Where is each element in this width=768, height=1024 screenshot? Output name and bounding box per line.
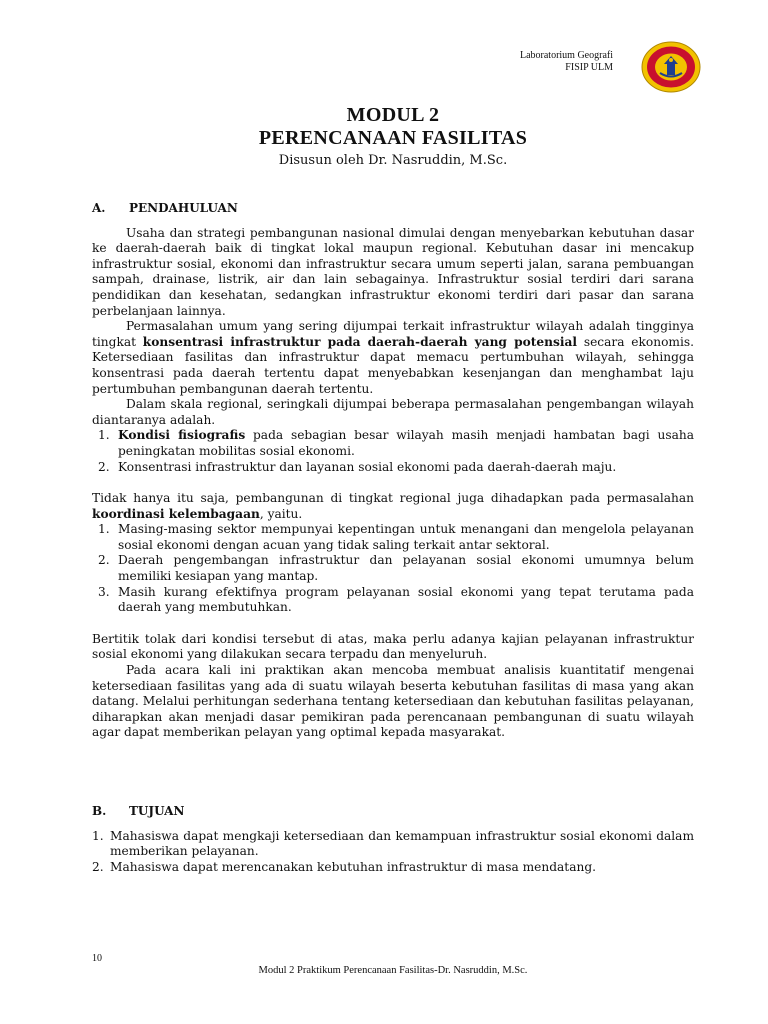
objective-list bbox=[92, 829, 694, 876]
list-item: 1. Masing-masing sektor mempunyai kepentingan untuk menangani dan mengelola pelayanan sosial ekonomi dengan acuan yang tidak saling terkait antar sektoral. bbox=[98, 522, 694, 552]
section-heading bbox=[92, 804, 694, 820]
section-objectives bbox=[92, 804, 694, 875]
coordination-list bbox=[92, 522, 694, 616]
page-header bbox=[520, 50, 613, 74]
lab-name: Laboratorium Geografi bbox=[519, 50, 613, 61]
module-title: PERENCANAAN FASILITAS bbox=[258, 127, 528, 149]
paragraph: Tidak hanya itu saja, pembangunan di tingkat regional juga dihadapkan pada permasalahan koordinasi kelembagaan, yaitu. bbox=[92, 491, 694, 521]
module-number: MODUL 2 bbox=[346, 104, 440, 126]
section-heading bbox=[92, 201, 694, 217]
university-logo bbox=[640, 40, 702, 94]
module-author: Disusun oleh Dr. Nasruddin, M.Sc. bbox=[278, 153, 508, 168]
paragraph: Dalam skala regional, seringkali dijumpai beberapa permasalahan pengembangan wilayah diantaranya adalah. bbox=[92, 397, 694, 427]
section-introduction bbox=[92, 201, 694, 741]
paragraph: Pada acara kali ini praktikan akan mencoba membuat analisis kuantitatif mengenai ketersediaan fasilitas yang ada di suatu wilayah beserta kebutuhan fasilitas di masa yang akan datang. Melalui perhitungan sederhana tentang ketersediaan dan kebutuhan fasilitas pelayanan, diharapkan akan menjadi dasar pemikiran pada perencanaan pembangunan di suatu wilayah agar dapat memberikan pelayan yang optimal kepada masyarakat. bbox=[92, 663, 694, 740]
emphasis-text: konsentrasi infrastruktur pada daerah-daerah yang potensial bbox=[142, 334, 578, 349]
page-number: 10 bbox=[92, 953, 102, 964]
section-number: A. bbox=[92, 201, 106, 215]
list-item: 1. Mahasiswa dapat mengkaji ketersediaan dan kemampuan infrastruktur sosial ekonomi dalam memberikan pelayanan. bbox=[92, 828, 694, 859]
title-block bbox=[0, 104, 768, 170]
paragraph: Permasalahan umum yang sering dijumpai terkait infrastruktur wilayah adalah tingginya tingkat konsentrasi infrastruktur pada daerah-daerah yang potensial secara ekonomis. Ketersediaan fasilitas dan infrastruktur dapat memacu pertumbuhan wilayah, sehingga konsentrasi pada daerah tertentu dapat menyebabkan kesenjangan dan menghambat laju pertumbuhan pembangunan daerah tertentu. bbox=[92, 319, 694, 396]
emphasis-text: Kondisi fisiografis bbox=[118, 428, 246, 443]
paragraph: Usaha dan strategi pembangunan nasional dimulai dengan menyebarkan kebutuhan dasar ke daerah-daerah baik di tingkat lokal maupun regional. Kebutuhan dasar ini mencakup infrastruktur sosial, ekonomi dan infrastruktur secara umum seperti jalan, sarana pembuangan sampah, drainase, listrik, air dan lain sebagainya. Infrastruktur sosial terdiri dari sarana pendidikan dan kesehatan, sedangkan infrastruktur ekonomi terdiri dari pasar dan sarana perbelanjaan lainnya. bbox=[92, 225, 694, 318]
list-item: 2. Konsentrasi infrastruktur dan layanan sosial ekonomi pada daerah-daerah maju. bbox=[98, 459, 617, 474]
page-footer: Modul 2 Praktikum Perencanaan Fasilitas-Dr. Nasruddin, M.Sc. bbox=[258, 965, 528, 976]
list-item: 1. Kondisi fisiografis pada sebagian besar wilayah masih menjadi hambatan bagi usaha peningkatan mobilitas sosial ekonomi. bbox=[98, 428, 694, 458]
list-item: 2. Mahasiswa dapat merencanakan kebutuhan infrastruktur di masa mendatang. bbox=[92, 859, 596, 874]
faculty-name: FISIP ULM bbox=[565, 62, 613, 73]
paragraph: Bertitik tolak dari kondisi tersebut di atas, maka perlu adanya kajian pelayanan infrastruktur sosial ekonomi yang dilakukan secara terpadu dan menyeluruh. bbox=[92, 631, 694, 662]
list-item: 2. Daerah pengembangan infrastruktur dan pelayanan sosial ekonomi umumnya belum memiliki kesiapan yang mantap. bbox=[98, 553, 694, 584]
section-number: B. bbox=[92, 804, 107, 818]
problem-list bbox=[92, 428, 694, 475]
section-title: TUJUAN bbox=[129, 804, 185, 818]
emphasis-text: koordinasi kelembagaan bbox=[92, 506, 260, 521]
list-item: 3. Masih kurang efektifnya program pelayanan sosial ekonomi yang tepat terutama pada daerah yang membutuhkan. bbox=[98, 584, 694, 615]
section-title: PENDAHULUAN bbox=[129, 201, 238, 215]
